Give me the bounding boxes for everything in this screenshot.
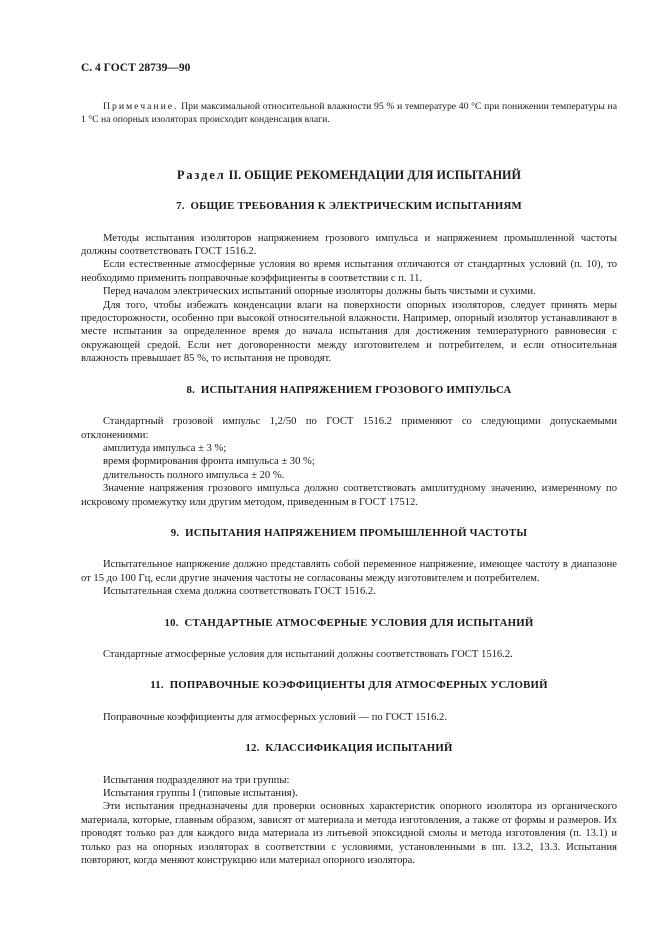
section-heading: II. ОБЩИЕ РЕКОМЕНДАЦИИ ДЛЯ ИСПЫТАНИЙ: [225, 167, 522, 182]
heading-10: [81, 617, 617, 630]
paragraph: Стандартные атмосферные условия для испытаний должны соответствовать ГОСТ 1516.2.: [103, 648, 513, 660]
list-item: время формирования фронта импульса ± 30 %;: [103, 456, 315, 468]
heading-9-number: 9.: [170, 526, 180, 539]
tolerance-list: [81, 442, 617, 482]
paragraph: Методы испытания изоляторов напряжением грозового импульса и напряжением промышленной частоты должны соответствовать ГОСТ 1516.2.: [81, 232, 617, 258]
heading-10-number: 10.: [164, 616, 179, 629]
paragraph: Поправочные коэффициенты для атмосферных условий — по ГОСТ 1516.2.: [103, 711, 447, 723]
heading-11: [81, 679, 617, 692]
heading-9: [81, 527, 617, 540]
heading-12-number: 12.: [245, 742, 260, 755]
section-label: Раздел: [176, 167, 226, 182]
section-title: [81, 169, 617, 182]
paragraph: Стандартный грозовой импульс 1,2/50 по ГОСТ 1516.2 применяют со следующими допускаемыми отклонениями:: [81, 416, 617, 441]
list-item: длительность полного импульса ± 20 %.: [103, 469, 285, 481]
heading-9-title: ИСПЫТАНИЯ НАПРЯЖЕНИЕМ ПРОМЫШЛЕННОЙ ЧАСТОТЫ: [185, 526, 528, 539]
running-head: С. 4 ГОСТ 28739—90: [81, 62, 191, 74]
heading-7-title: ОБЩИЕ ТРЕБОВАНИЯ К ЭЛЕКТРИЧЕСКИМ ИСПЫТАНИЯМ: [190, 200, 522, 213]
heading-11-title: ПОПРАВОЧНЫЕ КОЭФФИЦИЕНТЫ ДЛЯ АТМОСФЕРНЫХ УСЛОВИЙ: [169, 679, 548, 692]
heading-12-title: КЛАССИФИКАЦИЯ ИСПЫТАНИЙ: [265, 742, 453, 755]
heading-12: [81, 742, 617, 755]
paragraph: Перед началом электрических испытаний опорные изоляторы должны быть чистыми и сухими.: [103, 286, 536, 298]
heading-7: [81, 200, 617, 213]
paragraph: Испытания подразделяют на три группы:: [103, 774, 290, 786]
list-item: амплитуда импульса ± 3 %;: [103, 442, 227, 454]
heading-11-number: 11.: [150, 679, 164, 692]
heading-8-number: 8.: [186, 383, 196, 396]
note-label: Примечание.: [103, 101, 179, 113]
paragraph: Для того, чтобы избежать конденсации влаги на поверхности опорных изоляторов, следует принять меры предосторожности, особенно при высокой относительной влажности. Например, опорный изолятор устанавливают в месте испытания за определенное время до начала испытания для достижения температурного равновесия с окружающей средой. Если нет договоренности между изготовителем и потребителем, и если относительная влажность превышает 85 %, то испытания не проводят.: [81, 299, 617, 365]
heading-8-title: ИСПЫТАНИЯ НАПРЯЖЕНИЕМ ГРОЗОВОГО ИМПУЛЬСА: [200, 383, 512, 396]
paragraph: Эти испытания предназначены для проверки основных характеристик опорного изолятора из органического материала, которые, главным образом, зависят от материала и метода изготовления, а также от формы и размеров. Их проводят только раз для каждого вида материала из литьевой эпоксидной смолы и метода изготовления (п. 13.1) и только раз на опорных изоляторах в соответствии с условиями, установленными в пп. 13.2, 13.3. Испытания повторяют, когда меняют конструкцию или материал опорного изолятора.: [81, 801, 617, 867]
heading-10-title: СТАНДАРТНЫЕ АТМОСФЕРНЫЕ УСЛОВИЯ ДЛЯ ИСПЫТАНИЙ: [184, 616, 534, 629]
heading-7-number: 7.: [176, 200, 185, 213]
note: [81, 101, 617, 125]
paragraph: Испытания группы I (типовые испытания).: [103, 788, 298, 799]
paragraph: Испытательная схема должна соответствовать ГОСТ 1516.2.: [103, 586, 376, 598]
paragraph: Испытательное напряжение должно представлять собой переменное напряжение, имеющее частоту в диапазоне от 15 до 100 Гц, если другие значения частоты не согласованы между изготовителем и потребителем.: [81, 559, 617, 584]
paragraph: Если естественные атмосферные условия во время испытания отличаются от стандартных условий (п. 10), то необходимо применить поправочные коэффициенты в соответствии с п. 11.: [81, 259, 617, 284]
note-text: При максимальной относительной влажности 95 % и температуре 40 °С при понижении температуры на 1 °С на опорных изоляторах происходит конденсация влаги.: [81, 101, 617, 125]
paragraph: Значение напряжения грозового импульса должно соответствовать амплитудному значению, измеренному по искровому промежутку или другим методом, приведенным в ГОСТ 17512.: [81, 483, 617, 508]
heading-8: [81, 384, 617, 397]
